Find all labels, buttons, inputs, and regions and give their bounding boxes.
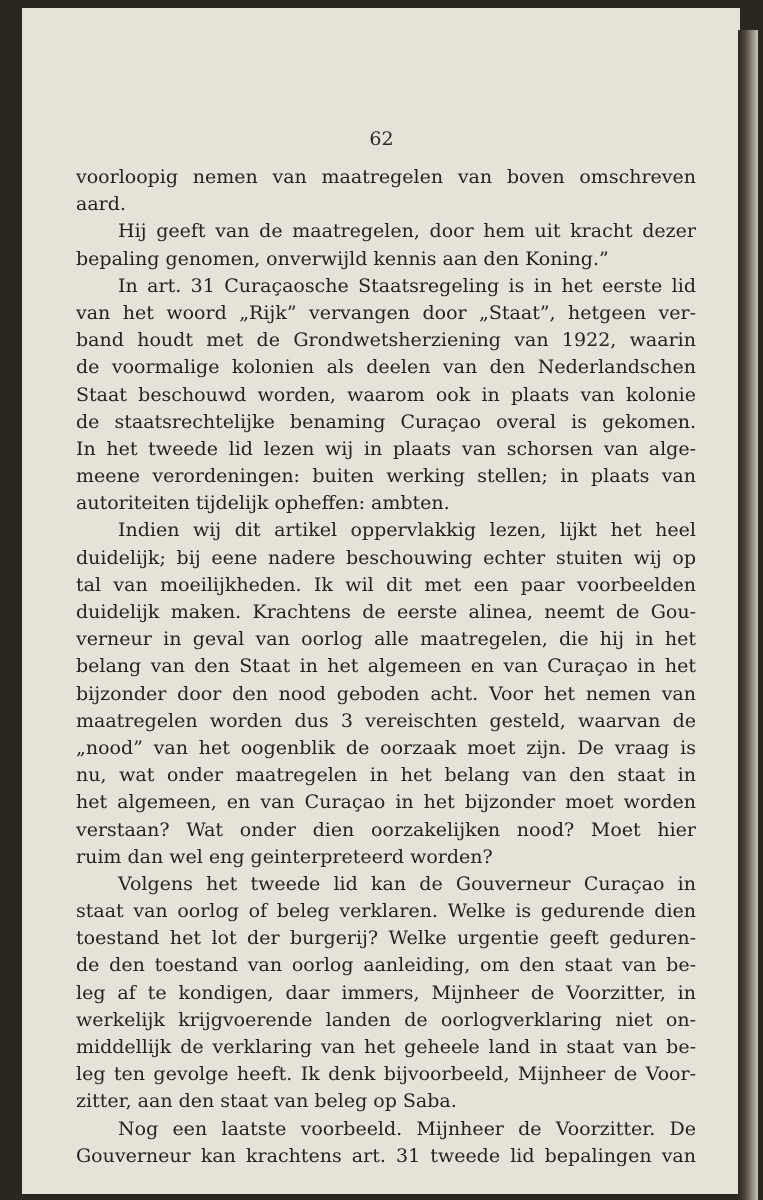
text-line: voorloopig nemen van maatregelen van boven omschreven [76,166,696,188]
text-line: Hij geeft van de maatregelen, door hem uit kracht dezer [118,220,696,243]
text-line: In het tweede lid lezen wij in plaats van schorsen van alge- [76,437,696,460]
text-line: werkelijk krijgvoerende landen de oorlogverklaring niet on- [76,1008,696,1031]
text-line: In art. 31 Curaçaosche Staatsregeling is in het eerste lid [118,274,696,297]
text-line: leg af te kondigen, daar immers, Mijnheer de Voorzitter, in [76,981,696,1004]
text-line: Indien wij dit artikel oppervlakkig lezen, lijkt het heel [118,519,696,542]
text-line: nu, wat onder maatregelen in het belang van den staat in [76,764,696,787]
body-text [76,164,696,1170]
text-line: duidelijk; bij eene nadere beschouwing echter stuiten wij op [76,546,696,569]
text-line: maatregelen worden dus 3 vereischten gesteld, waarvan de [76,709,696,732]
text-line: verneur in geval van oorlog alle maatregelen, die hij in het [76,628,696,651]
text-line: autoriteiten tijdelijk opheffen: ambten. [76,492,450,515]
text-line: meene verordeningen: buiten werking stellen; in plaats van [76,465,696,488]
text-line: belang van den Staat in het algemeen en van Curaçao in het [76,655,696,678]
text-line: band houdt met de Grondwetsherziening van 1922, waarin [76,329,696,352]
text-line: de staatsrechtelijke benaming Curaçao overal is gekomen. [76,410,696,433]
text-line: verstaan? Wat onder dien oorzakelijken nood? Moet hier [76,818,696,841]
text-line: ruim dan wel eng geinterpreteerd worden? [76,845,493,868]
text-line: de den toestand van oorlog aanleiding, om den staat van be- [76,954,696,977]
text-line: middellijk de verklaring van het geheele land in staat van be- [76,1036,696,1058]
text-line: het algemeen, en van Curaçao in het bijzonder moet worden [76,791,696,814]
text-line: Volgens het tweede lid kan de Gouverneur Curaçao in [118,872,696,895]
text-line: van het woord „Rijk” vervangen door „Staat”, hetgeen ver- [76,301,696,324]
text-line: aard. [76,193,126,216]
text-line: bepaling genomen, onverwijld kennis aan den Koning.” [76,247,609,270]
text-line: Gouverneur kan krachtens art. 31 tweede lid bepalingen van [76,1144,696,1167]
text-line: bijzonder door den nood geboden acht. Voor het nemen van [76,682,696,705]
text-line: de voormalige kolonien als deelen van den Nederlandschen [76,356,696,379]
text-line: Nog een laatste voorbeeld. Mijnheer de Voorzitter. De [118,1117,696,1140]
text-line: Staat beschouwd worden, waarom ook in plaats van kolonie [76,383,696,406]
text-line: „nood” van het oogenblik de oorzaak moet zijn. De vraag is [76,736,696,759]
text-line: toestand het lot der burgerij? Welke urgentie geeft geduren- [76,927,696,950]
text-line: staat van oorlog of beleg verklaren. Welke is gedurende dien [76,900,696,923]
text-line: zitter, aan den staat van beleg op Saba. [76,1090,457,1113]
page-number: 62 [369,128,394,150]
text-line: tal van moeilijkheden. Ik wil dit met een paar voorbeelden [76,573,696,596]
text-line: leg ten gevolge heeft. Ik denk bijvoorbeeld, Mijnheer de Voor- [76,1063,696,1086]
book-spine-edge [738,30,758,1200]
text-line: duidelijk maken. Krachtens de eerste alinea, neemt de Gou- [76,601,696,623]
